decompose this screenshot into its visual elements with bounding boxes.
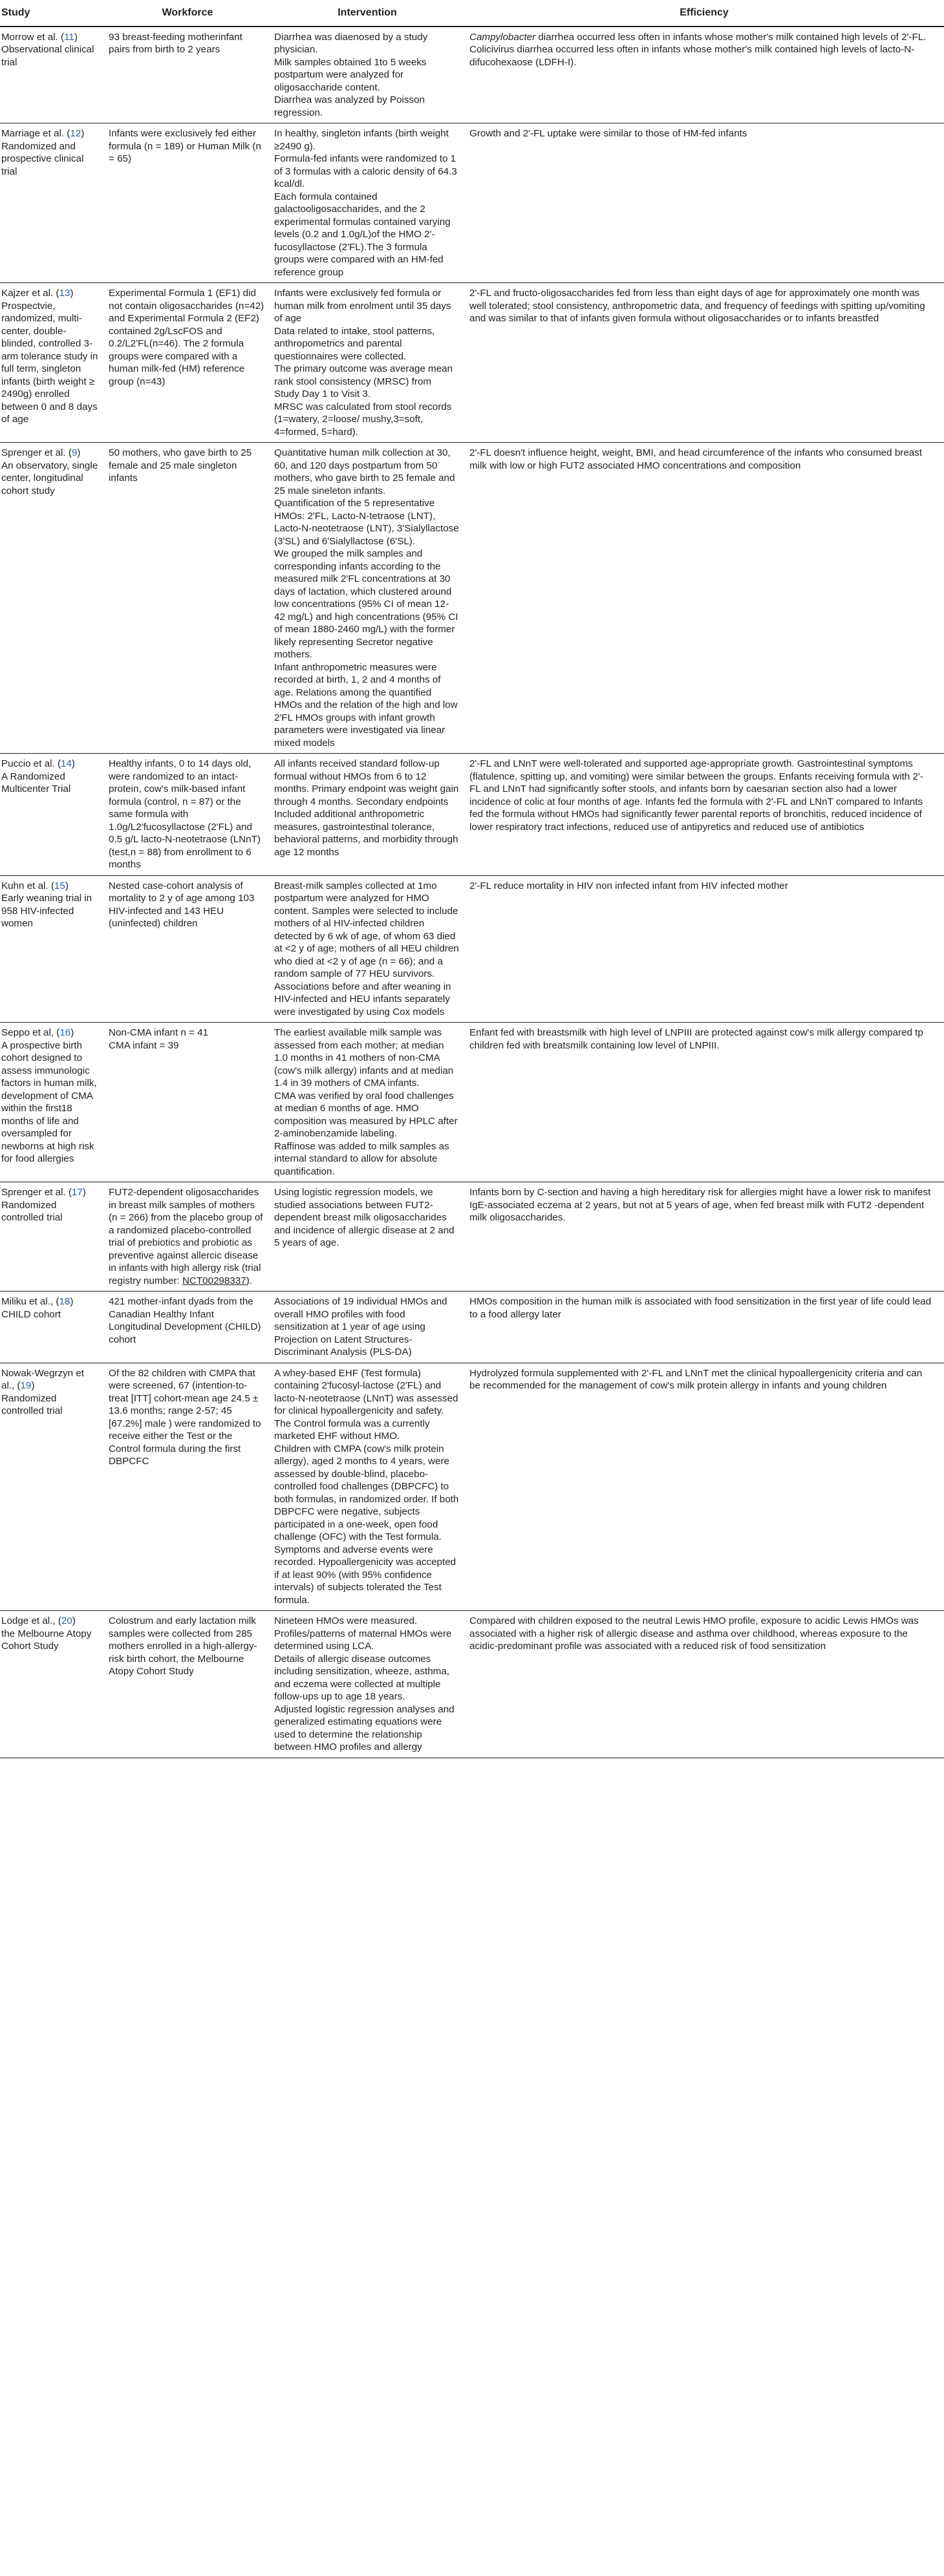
- efficiency-text: Compared with children exposed to the neutral Lewis HMO profile, exposure to acidic Lewis HMOs was associated with a higher risk of allergic disease and asthma over childhood, whereas exposure to the acidic-predominant profile was associated with a reduced risk of food sensitization: [469, 1615, 919, 1652]
- workforce-text: 50 mothers, who gave birth to 25 female and 25 male singleton infants: [109, 447, 252, 484]
- table-row: [0, 875, 944, 1023]
- study-author: Nowak-Wegrzyn et al., (: [1, 1367, 85, 1391]
- workforce-text: Experimental Formula 1 (EF1) did not contain oligosaccharides (n=42) and Experimental Formula 2 (EF2) contained 2g/LscFOS and 0.2/L2'FL(n=46). The 2 formula groups were compared with a human milk-fed (HM) reference group (n=43): [109, 288, 264, 387]
- intervention-cell: A whey-based EHF (Test formula) containing 2'fucosyl-lactose (2'FL) and lacto-N-neotetraose (LNnT) was assessed for clinical hypoallergenicity and safety. The Control formula was a currently marketed EHF without HMO. Children with CMPA (cow's milk protein allergy), aged 2 months to 4 years, were assessed by double-blind, placebo-controlled food challenges (DBPCFC) to both formulas, in randomized order. If both DBPCFC were negative, subjects participated in a one-week, open food challenge (OFC) with the Test formula. Symptoms and adverse events were recorded. Hypoallergenicity was accepted if at least 90% (with 95% confidence intervals) of subjects tolerated the Test formula.: [270, 1363, 464, 1611]
- reference-link[interactable]: 18: [59, 1296, 70, 1307]
- study-design: ) An observatory, single center, longitudinal cohort study: [1, 447, 98, 496]
- intervention-cell: Quantitative human milk collection at 30, 60, and 120 days postpartum from 50 mothers, who gave birth to 25 female and 25 male sineleton infants. Quantification of the 5 representative HMOs: 2'FL, Lacto-N-tetraose (LNT), Lacto-N-neotetraose (LNT), 3'Sialyllactose (3'SL) and 6'Sialyllactose (6'SL). We grouped the milk samples and corresponding infants according to the measured milk 2'FL concentrations at 30 days of lactation, which clustered around low concentrations (95% CI of mean 12-42 mg/L) and high concentrations (95% CI of mean 1880-2460 mg/L) with the former likely representing Secretor negative mothers. Infant anthropometric measures were recorded at birth, 1, 2 and 4 months of age. Relations among the quantified HMOs and the relation of the high and low 2'FL HMOs groups with infant growth parameters were investigated via linear mixed models: [270, 443, 464, 754]
- intervention-cell: Diarrhea was diaenosed by a study physician. Milk samples obtained 1to 5 weeks postpartum were analyzed for oligosaccharide content. Diarrhea was analyzed by Poisson regression.: [270, 27, 464, 123]
- table-body: [0, 27, 944, 1758]
- efficiency-cell: [464, 123, 944, 283]
- reference-link[interactable]: 20: [61, 1615, 72, 1626]
- efficiency-text: 2'-FL and LNnT were well-tolerated and supported age-appropriate growth. Gastrointestinal symptoms (flatulence, spitting up, and vomiting) were similar between the groups. Enfants receiving formula with 2'-FL and LNnT had significantly softer stools, and infants born by caesarian section also had a lower incidence of colic at four months of age. Infants fed the formula with 2'-FL and LNnT compared to Infants fed the formula without HMOs had significantly fewer parental reports of bronchitis, reduced incidence of lower respiratory tract infections, reduced use of antipyretics and reduced use of antibiotics: [469, 758, 923, 833]
- study-cell: [0, 283, 105, 443]
- efficiency-text: Infants born by C-section and having a high hereditary risk for allergies might have a lower risk to manifest IgE-associated eczema at 2 years, but not at 5 years of age, when fed breast milk with FUT2 -dependent milk oligosaccharides.: [469, 1187, 931, 1223]
- efficiency-cell: [464, 27, 944, 123]
- efficiency-italic-term: Campylobacter: [469, 31, 536, 43]
- study-design: ) A prospective birth cohort designed to assess immunologic factors in human milk, development of CMA within the first18 months of life and oversampled for newborns at high risk for food allergies: [1, 1027, 97, 1164]
- workforce-text: FUT2-dependent oligosaccharides in breast milk samples of mothers (n = 266) from the placebo group of a randomized placebo-controlled trial of prebiotics and probiotic as preventive against allercic disease in infants with high allergy risk (trial registry number:: [109, 1187, 263, 1286]
- workforce-text: Healthy infants, 0 to 14 days old, were randomized to an intact-protein, cow's milk-based infant formula (control, n = 87) or the same formula with 1.0g/L2'fucosyllactose (2'FL) and 0.5 g/L lacto-N-neotetraose (LNnT) (test,n = 88) from enrollment to 6 months: [109, 758, 261, 870]
- workforce-cell: [105, 1363, 270, 1611]
- workforce-cell: [105, 123, 270, 283]
- study-cell: [0, 27, 105, 123]
- reference-link[interactable]: 14: [61, 758, 72, 769]
- efficiency-cell: [464, 283, 944, 443]
- study-author: Kuhn et al. (: [1, 880, 54, 891]
- workforce-text: 93 breast-feeding motherinfant pairs from birth to 2 years: [109, 31, 242, 55]
- study-design: ) Randomized controlled trial: [1, 1187, 86, 1223]
- intervention-cell: Breast-milk samples collected at 1mo postpartum were analyzed for HMO content. Samples were selected to include mothers of al HIV-infected children detected by 6 wk of age, of whom 63 died at <2 y of age; mothers of all HEU children who died at <2 y of age (n = 66); and a random sample of 77 HEU survivors. Associations before and after weaning in HIV-infected and HEU infants separately were investigated by using Cox models: [270, 875, 464, 1023]
- efficiency-cell: [464, 754, 944, 876]
- workforce-cell: [105, 443, 270, 754]
- study-cell: [0, 1023, 105, 1182]
- workforce-cell: [105, 283, 270, 443]
- efficiency-cell: [464, 1023, 944, 1182]
- efficiency-text: HMOs composition in the human milk is associated with food sensitization in the first year of life could lead to a food allergy later: [469, 1296, 932, 1320]
- efficiency-text: 2'-FL and fructo-oligosaccharides fed from less than eight days of age for approximately one month was well tolerated; stool consistency, anthropometric data, and frequency of feedings with spitting up/vomiting and was similar to that of infants given formula without oligosaccharides or to infants breastfed: [469, 288, 925, 324]
- table-row: [0, 1023, 944, 1182]
- study-cell: [0, 1182, 105, 1292]
- reference-link[interactable]: 17: [71, 1187, 83, 1198]
- study-author: Sprenger et al. (: [1, 447, 72, 458]
- reference-link[interactable]: 16: [59, 1027, 71, 1038]
- table-row: [0, 1292, 944, 1363]
- study-design: ) Prospectvie, randomized, multi-center, double-blinded, controlled 3-arm tolerance study in full term, singleton infants (birth weight ≥ 2490g) enrolled between 0 and 8 days of age: [1, 288, 98, 425]
- workforce-text-end: ).: [246, 1275, 253, 1286]
- reference-link[interactable]: 15: [54, 880, 65, 891]
- header-efficiency: Efficiency: [464, 0, 944, 27]
- study-design: ) A Randomized Multicenter Trial: [1, 758, 75, 794]
- workforce-cell: [105, 1292, 270, 1363]
- intervention-cell: Using logistic regression models, we studied associations between FUT2-dependent breast milk oligosaccharides and incidence of allergic disease at 2 and 5 years of age.: [270, 1182, 464, 1292]
- study-author: Morrow et al. (: [1, 31, 65, 43]
- efficiency-cell: [464, 1363, 944, 1611]
- header-workforce: Workforce: [105, 0, 270, 27]
- workforce-text: Non-CMA infant n = 41 CMA infant = 39: [109, 1027, 209, 1051]
- study-cell: [0, 1611, 105, 1758]
- table-row: [0, 1182, 944, 1292]
- efficiency-text: 2'-FL reduce mortality in HIV non infected infant from HIV infected mother: [469, 880, 788, 891]
- efficiency-text: diarrhea occurred less often in infants whose mother's milk contained high levels of 2'-FL. Colicivirus diarrhea occurred less often in infants whose mother's milk contained high levels of lacto-N-difucohexaose (LDFH-I).: [469, 31, 927, 68]
- efficiency-cell: [464, 443, 944, 754]
- efficiency-cell: [464, 1292, 944, 1363]
- study-design: ) CHILD cohort: [1, 1296, 74, 1320]
- table-row: [0, 27, 944, 123]
- table-header: [0, 0, 944, 27]
- workforce-cell: [105, 1611, 270, 1758]
- study-cell: [0, 1363, 105, 1611]
- workforce-cell: [105, 27, 270, 123]
- study-author: Kajzer et al. (: [1, 288, 59, 299]
- workforce-cell: [105, 1182, 270, 1292]
- table-row: [0, 1611, 944, 1758]
- study-cell: [0, 443, 105, 754]
- table-row: [0, 1363, 944, 1611]
- table-row: [0, 443, 944, 754]
- workforce-cell: [105, 1023, 270, 1182]
- intervention-cell: Nineteen HMOs were measured. Profiles/patterns of maternal HMOs were determined using LCA. Details of allergic disease outcomes including sensitization, wheeze, asthma, and eczema were collected at multiple follow-ups up to age 18 years. Adjusted logistic regression analyses and generalized estimating equations were used to determine the relationship between HMO profiles and allergy: [270, 1611, 464, 1758]
- reference-link[interactable]: 11: [64, 31, 74, 43]
- workforce-text: 421 mother-infant dyads from the Canadian Healthy Infant Longitudinal Development (CHILD) cohort: [109, 1296, 261, 1345]
- header-study: Study: [0, 0, 105, 27]
- intervention-cell: All infants received standard follow-up formual without HMOs from 6 to 12 months. Primary endpoint was weight gain through 4 months. Secondary endpoints Included additional anthropometric measures, gastrointestinal tolerance, behavioral patterns, and morbidity through age 12 months: [270, 754, 464, 876]
- study-cell: [0, 754, 105, 876]
- study-design: ) Observational clinical trial: [1, 31, 94, 68]
- workforce-cell: [105, 875, 270, 1023]
- study-author: Sprenger et al. (: [1, 1187, 72, 1198]
- intervention-cell: In healthy, singleton infants (birth weight ≥2490 g). Formula-fed infants were randomized to 1 of 3 formulas with a caloric density of 64.3 kcal/dl. Each formula contained galactooligosaccharides, and the 2 experimental formulas contained varying levels (0.2 and 1.0g/L)of the HMO 2'-fucosyllactose (2'FL).The 3 formula groups were compared with an HM-fed reference group: [270, 123, 464, 283]
- workforce-cell: [105, 754, 270, 876]
- efficiency-cell: [464, 1611, 944, 1758]
- study-design: ) Randomized and prospective clinical trial: [1, 128, 85, 177]
- workforce-text: Nested case-cohort analysis of mortality to 2 y of age among 103 HIV-infected and 143 HEU (uninfected) children: [109, 880, 255, 929]
- table-row: [0, 283, 944, 443]
- study-design: ) Randomized controlled trial: [1, 1380, 63, 1416]
- workforce-text: Colostrum and early lactation milk samples were collected from 285 mothers enrolled in a high-allergy-risk birth cohort, the Melbourne Atopy Cohort Study: [109, 1615, 257, 1677]
- reference-link[interactable]: 13: [59, 288, 70, 299]
- study-author: Puccio et al. (: [1, 758, 61, 769]
- study-cell: [0, 875, 105, 1023]
- reference-link[interactable]: 9: [71, 447, 78, 458]
- study-author: Seppo et al, (: [1, 1027, 60, 1038]
- header-intervention: Intervention: [270, 0, 464, 27]
- efficiency-text: Growth and 2'-FL uptake were similar to those of HM-fed infants: [469, 128, 747, 139]
- efficiency-cell: [464, 1182, 944, 1292]
- intervention-cell: Infants were exclusively fed formula or human milk from enrolment until 35 days of age Data related to intake, stool patterns, anthropometrics and parental questionnaires were collected. The primary outcome was average mean rank stool consistency (MRSC) from Study Day 1 to Visit 3. MRSC was calculated from stool records (1=watery, 2=loose/ mushy,3=soft, 4=formed, 5=hard).: [270, 283, 464, 443]
- workforce-text: Of the 82 children with CMPA that were screened, 67 (intention-to-treat [ITT] cohort-mean age 24.5 ± 13.6 months; range 2-57; 45 [67.2%] male ) were randomized to receive either the Test or the Control formula during the first DBPCFC: [109, 1367, 261, 1467]
- table-row: [0, 123, 944, 283]
- intervention-cell: The earliest available milk sample was assessed from each mother; at median 1.0 months in 41 mothers of non-CMA (cow's milk allergy) infants and at median 1.4 in 39 mothers of CMA infants. CMA was verified by oral food challenges at median 6 months of age. HMO composition was measured by HPLC after 2-aminobenzamide labeling. Raffinose was added to milk samples as internal standard to allow for absolute quantification.: [270, 1023, 464, 1182]
- study-author: Lodge et al., (: [1, 1615, 61, 1626]
- study-design: ) the Melbourne Atopy Cohort Study: [1, 1615, 92, 1652]
- table-row: [0, 754, 944, 876]
- intervention-cell: Associations of 19 individual HMOs and overall HMO profiles with food sensitization at 1 year of age using Projection on Latent Structures-Discriminant Analysis (PLS-DA): [270, 1292, 464, 1363]
- study-cell: [0, 1292, 105, 1363]
- study-author: Marriage et al. (: [1, 128, 70, 139]
- efficiency-text: 2'-FL doesn't influence height, weight, BMI, and head circumference of the infants who consumed breast milk with low or high FUT2 associated HMO concentrations and composition: [469, 447, 923, 471]
- efficiency-text: Enfant fed with breastsmilk with high level of LNPIII are protected against cow's milk allergy compared tp children fed with breatsmilk containing low level of LNPIII.: [469, 1027, 923, 1051]
- efficiency-cell: [464, 875, 944, 1023]
- trial-registry-link[interactable]: NCT00298337: [182, 1275, 246, 1286]
- study-cell: [0, 123, 105, 283]
- header-row: [0, 0, 944, 27]
- study-design: ) Early weaning trial in 958 HIV-infected women: [1, 880, 92, 929]
- efficiency-text: Hydrolyzed formula supplemented with 2'-FL and LNnT met the clinical hypoallergenicity criteria and can be recommended for the management of cow's milk protein allergy in infants and young children: [469, 1367, 923, 1391]
- reference-link[interactable]: 19: [20, 1380, 32, 1391]
- study-author: Miliku et al., (: [1, 1296, 59, 1307]
- reference-link[interactable]: 12: [70, 128, 81, 139]
- workforce-text: Infants were exclusively fed either formula (n = 189) or Human Milk (n = 65): [109, 128, 261, 164]
